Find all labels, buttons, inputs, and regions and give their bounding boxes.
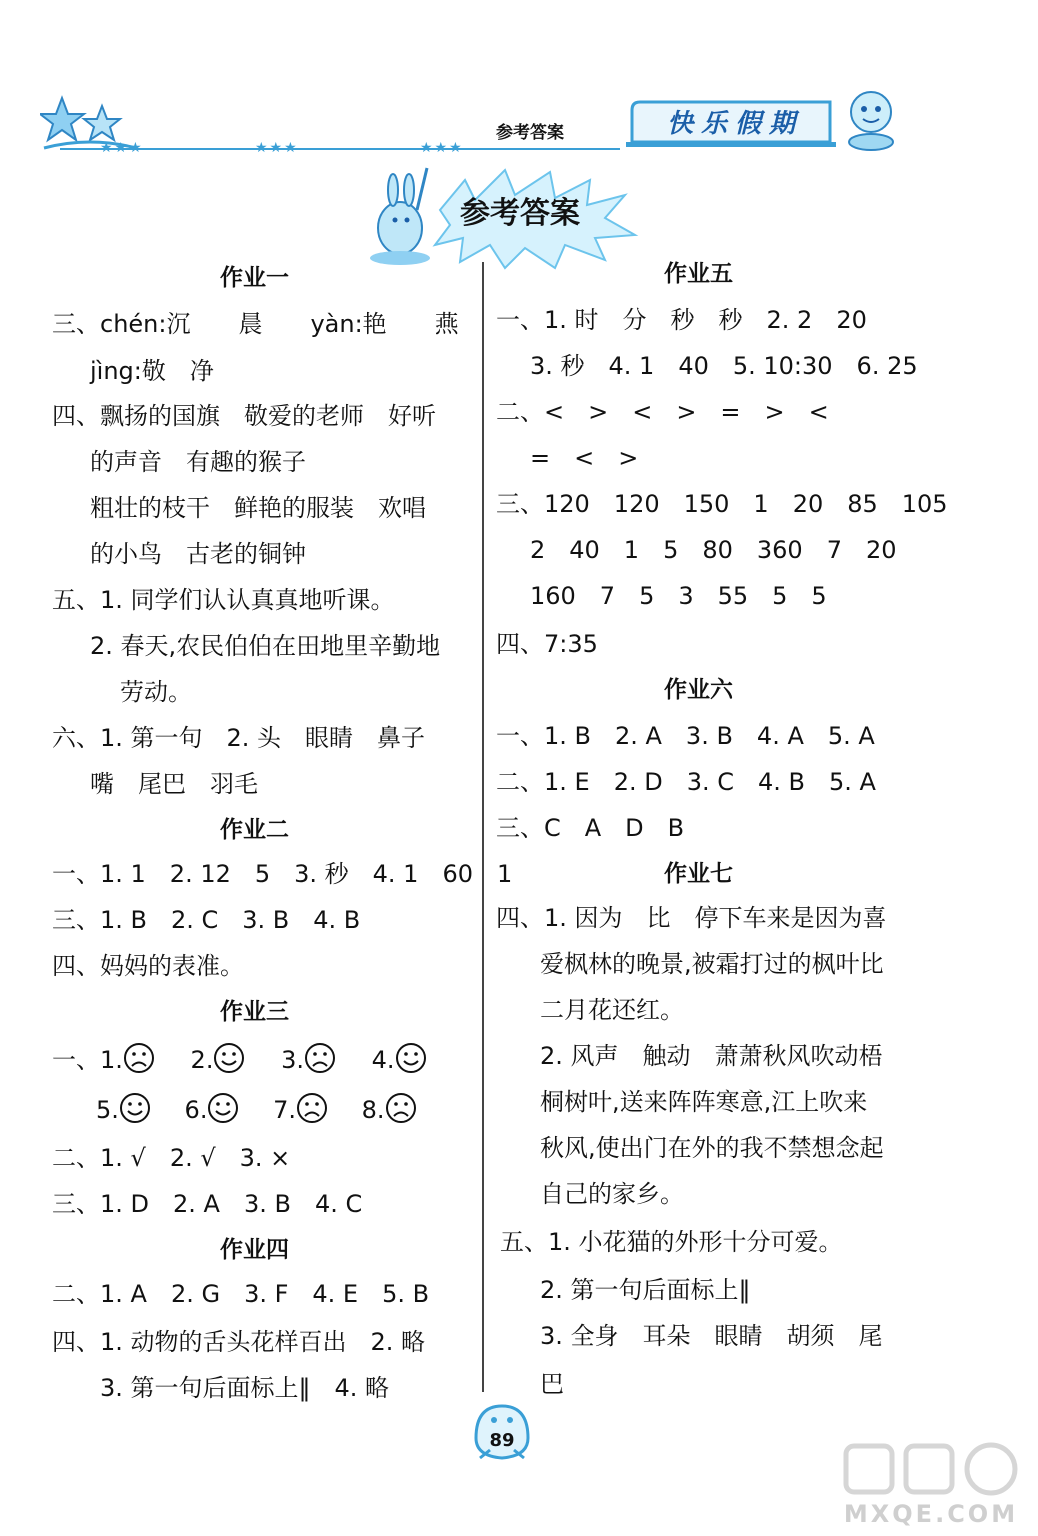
- section-heading: 作业二: [220, 817, 289, 843]
- answer-line: 四、1. 动物的舌头花样百出 2. 略: [52, 1328, 426, 1356]
- answer-line: 二、1. A 2. G 3. F 4. E 5. B: [52, 1280, 430, 1308]
- smile-face-icon: [213, 1042, 245, 1074]
- answer-line: 三、chén:沉 晨 yàn:艳 燕: [52, 310, 459, 338]
- answer-line: 的小鸟 古老的铜钟: [90, 540, 306, 568]
- section-heading: 作业三: [220, 999, 289, 1025]
- answer-line: 3. 第一句后面标上‖ 4. 略: [100, 1374, 390, 1402]
- column-divider: [482, 262, 484, 1392]
- answer-line: = < >: [530, 444, 639, 472]
- answer-line: 三、C A D B: [496, 814, 685, 842]
- sad-face-icon: [304, 1042, 336, 1074]
- section-heading: 作业四: [220, 1237, 289, 1263]
- answer-line: 一、1. 时 分 秒 秒 2. 2 20: [496, 306, 867, 334]
- answer-line: jìng:敬 净: [90, 357, 214, 385]
- answer-line: 四、妈妈的表准。: [52, 952, 244, 980]
- answer-line: 3. 全身 耳朵 眼睛 胡须 尾: [540, 1322, 883, 1350]
- answer-line: 2 40 1 5 80 360 7 20: [530, 536, 897, 564]
- answer-line: 四、1. 因为 比 停下车来是因为喜: [496, 904, 887, 932]
- answer-line: 自己的家乡。: [540, 1180, 684, 1208]
- answer-line: 四、飘扬的国旗 敬爱的老师 好听: [52, 402, 436, 430]
- faces-row: [96, 1092, 417, 1126]
- answer-line: 秋风,使出门在外的我不禁想念起: [540, 1134, 884, 1162]
- watermark-text: MXQE.COM: [843, 1500, 1019, 1528]
- answer-line: 二月花还红。: [540, 996, 684, 1024]
- answer-line: 2. 第一句后面标上‖: [540, 1276, 751, 1304]
- header-banner-text: 快乐假期: [666, 109, 803, 139]
- answer-line: 二、< > < > = > <: [496, 398, 829, 426]
- answer-line: 五、1. 同学们认认真真地听课。: [52, 586, 395, 614]
- answer-line: 2. 春天,农民伯伯在田地里辛勤地: [90, 632, 441, 660]
- section-heading: 作业七: [664, 861, 733, 887]
- answer-label: 5.: [96, 1096, 119, 1124]
- section-heading: 作业一: [220, 265, 289, 291]
- sad-face-icon: [123, 1042, 155, 1074]
- answer-line: 2. 风声 触动 萧萧秋风吹动梧: [540, 1042, 883, 1070]
- answer-label: 一、1.: [52, 1046, 123, 1074]
- answer-line: 巴: [540, 1370, 564, 1398]
- answer-line: 一、1. B 2. A 3. B 4. A 5. A: [496, 722, 875, 750]
- page-header: [0, 0, 1038, 170]
- page-title: 参考答案: [460, 196, 580, 231]
- answer-line: 嘴 尾巴 羽毛: [90, 770, 258, 798]
- header-stars-right: ★★★: [420, 140, 464, 156]
- answer-label: 3.: [281, 1046, 304, 1074]
- faces-row: [52, 1042, 427, 1076]
- answer-line: 的声音 有趣的猴子: [90, 448, 306, 476]
- answer-line: 一、1. 1 2. 12 5 3. 秒 4. 1 60 1: [52, 860, 513, 888]
- smile-face-icon: [395, 1042, 427, 1074]
- page-number: 89: [489, 1430, 515, 1451]
- answer-line: 三、1. D 2. A 3. B 4. C: [52, 1190, 363, 1218]
- answer-line: 五、1. 小花猫的外形十分可爱。: [500, 1228, 843, 1256]
- answer-line: 二、1. √ 2. √ 3. ×: [52, 1144, 291, 1172]
- answer-line: 3. 秒 4. 1 40 5. 10:30 6. 25: [530, 352, 918, 380]
- answer-line: 160 7 5 3 55 5 5: [530, 582, 827, 610]
- answer-line: 三、1. B 2. C 3. B 4. B: [52, 906, 361, 934]
- section-heading: 作业五: [664, 261, 733, 287]
- answer-label: 6.: [184, 1096, 208, 1124]
- header-stars-mid: ★★★: [255, 140, 299, 156]
- answer-label: 7.: [273, 1096, 296, 1124]
- sad-face-icon: [296, 1092, 328, 1124]
- answer-line: 爱枫林的晚景,被霜打过的枫叶比: [540, 950, 884, 978]
- answer-label: 8.: [361, 1096, 385, 1124]
- answer-line: 桐树叶,送来阵阵寒意,江上吹来: [540, 1088, 868, 1116]
- answer-line: 劳动。: [120, 678, 192, 706]
- smile-face-icon: [207, 1092, 239, 1124]
- answer-line: 粗壮的枝干 鲜艳的服装 欢唱: [90, 494, 426, 522]
- mascot-icon: [836, 82, 906, 152]
- answer-line: 四、7:35: [496, 630, 598, 658]
- smile-face-icon: [119, 1092, 151, 1124]
- rabbit-mascot-icon: [370, 168, 430, 265]
- header-title: 参考答案: [496, 123, 564, 143]
- header-stars-left: ★★★: [100, 140, 144, 156]
- answer-line: 二、1. E 2. D 3. C 4. B 5. A: [496, 768, 876, 796]
- answer-line: 六、1. 第一句 2. 头 眼睛 鼻子: [52, 724, 426, 752]
- sad-face-icon: [385, 1092, 417, 1124]
- section-heading: 作业六: [664, 677, 733, 703]
- answer-label: 2.: [190, 1046, 214, 1074]
- answer-line: 三、120 120 150 1 20 85 105: [496, 490, 948, 518]
- answer-label: 4.: [371, 1046, 395, 1074]
